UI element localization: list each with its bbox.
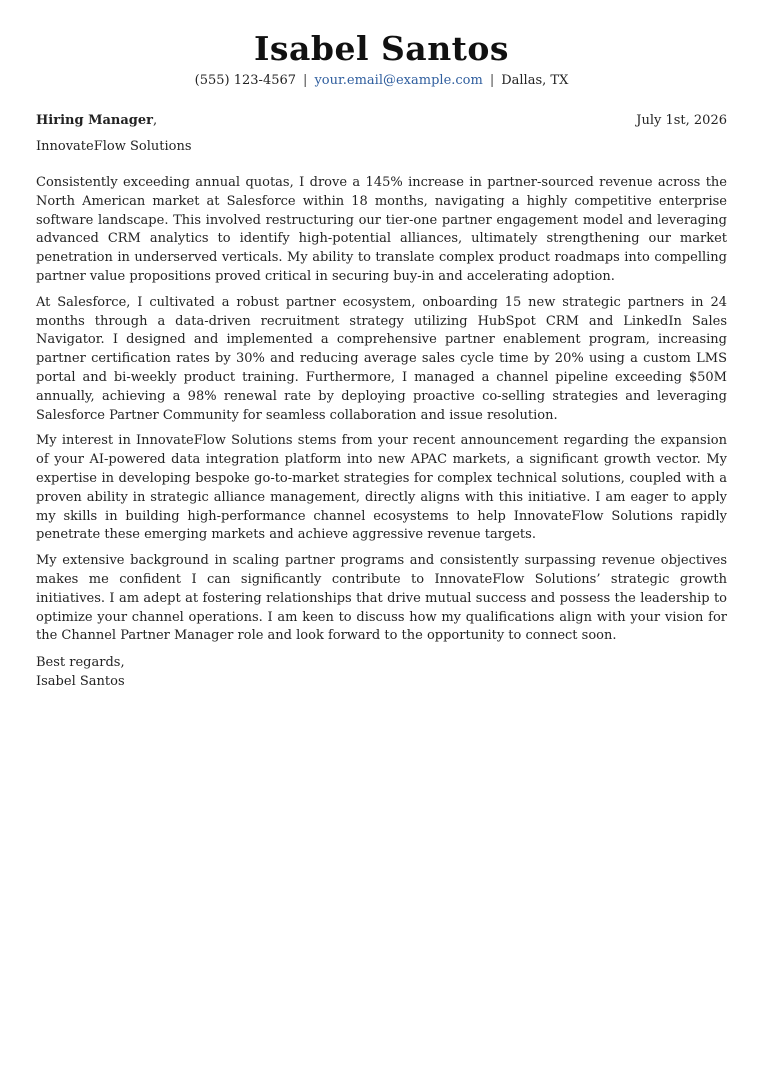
phone-number: (555) 123-4567: [194, 73, 297, 88]
recipient-row: [36, 111, 727, 130]
contact-line: [36, 71, 727, 91]
closing-block: [36, 653, 727, 691]
body-paragraph: Consistently exceeding annual quotas, I drove a 145% increase in partner-sourced revenue across the North American market at Salesforce within 18 months, navigating a highly competitive enterprise software landscape. This involved restructuring our tier-one partner engagement model and leveraging advanced CRM analytics to identify high-potential alliances, ultimately strengthening our market penetration in underserved verticals. My ability to translate complex product roadmaps into compelling partner value propositions proved critical in securing buy-in and accelerating adoption.: [36, 175, 727, 284]
email-link[interactable]: your.email@example.com: [314, 73, 483, 88]
body-paragraph: At Salesforce, I cultivated a robust partner ecosystem, onboarding 15 new strategic partners in 24 months through a data-driven recruitment strategy utilizing HubSpot CRM and LinkedIn Sales Navigator. I designed and implemented a comprehensive partner enablement program, increasing partner certification rates by 30% and reducing average sales cycle time by 20% using a custom LMS portal and bi-weekly product training. Furthermore, I managed a channel pipeline exceeding $50M annually, achieving a 98% renewal rate by deploying proactive co-selling strategies and leveraging Salesforce Partner Community for seamless collaboration and issue resolution.: [36, 294, 727, 423]
greeting: [36, 111, 157, 130]
signature-name: Isabel Santos: [36, 674, 125, 690]
body-paragraph: My interest in InnovateFlow Solutions stems from your recent announcement regarding the expansion of your AI-powered data integration platform into new APAC markets, a significant growth vector. My expertise in developing bespoke go-to-market strategies for complex technical solutions, coupled with a proven ability in strategic alliance management, directly aligns with this initiative. I am eager to apply my skills in building high-performance channel ecosystems to help InnovateFlow Solutions rapidly penetrate these emerging markets and achieve aggressive revenue targets.: [36, 433, 727, 543]
letter-date: July 1st, 2026: [636, 113, 727, 128]
recipient-name: Hiring Manager: [36, 113, 153, 128]
contact-separator: |: [303, 73, 308, 88]
contact-separator: |: [489, 73, 495, 88]
body-paragraph: My extensive background in scaling partner programs and consistently surpassing revenue objectives makes me confident I can significantly contribute to InnovateFlow Solutions’ strategic growth initiatives. I am adept at fostering relationships that drive mutual success and possess the leadership to optimize your channel operations. I am keen to discuss how my qualifications align with your vision for the Channel Partner Manager role and look forward to the opportunity to connect soon.: [36, 553, 727, 644]
cover-letter-page: [36, 0, 727, 691]
greeting-punctuation: ,: [152, 113, 158, 128]
applicant-name: Isabel Santos: [253, 29, 510, 68]
closing-salutation: Best regards,: [36, 655, 125, 671]
letter-body: [36, 174, 727, 646]
recipient-company: InnovateFlow Solutions: [36, 139, 192, 154]
location: Dallas, TX: [501, 73, 569, 88]
